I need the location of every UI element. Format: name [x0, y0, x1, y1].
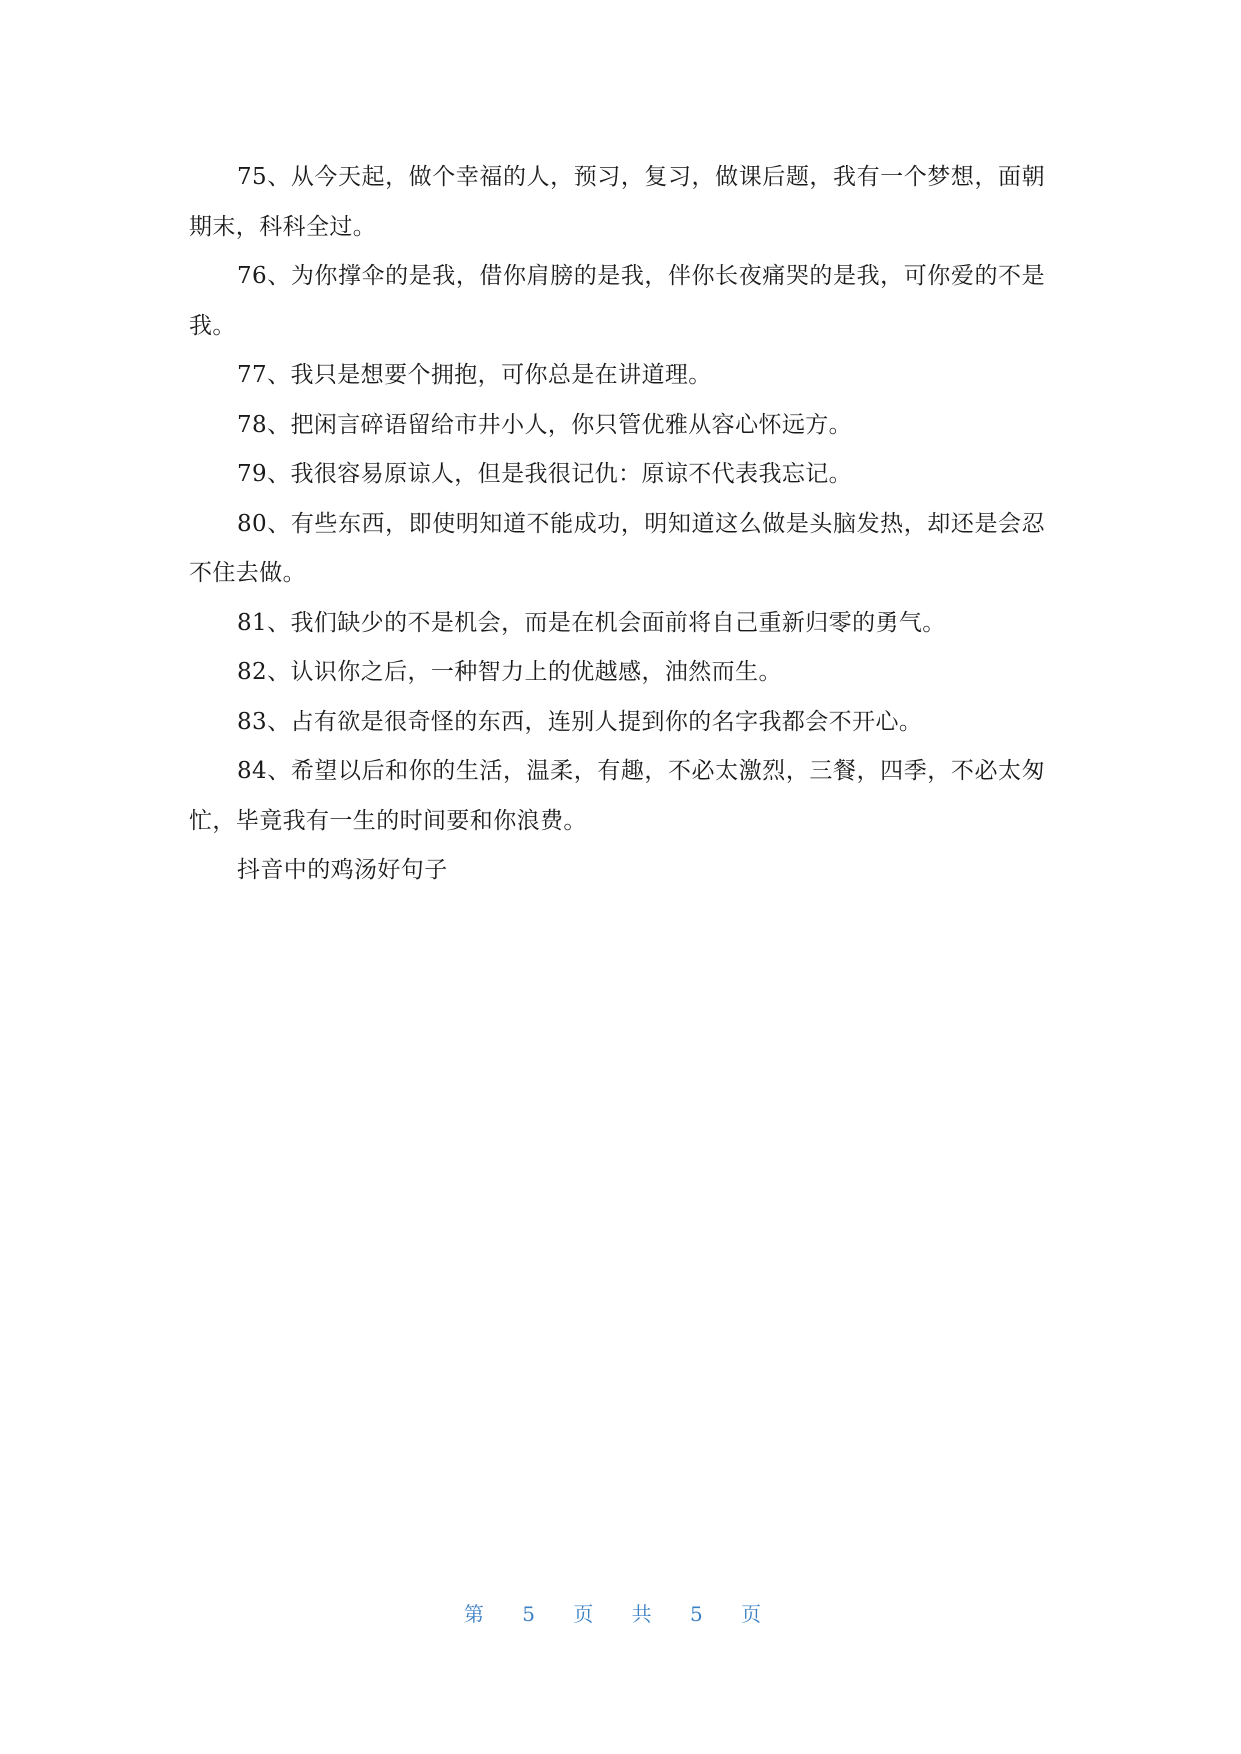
paragraph-75: 75、从今天起，做个幸福的人，预习，复习，做课后题，我有一个梦想，面朝期末，科科全过。	[189, 164, 1045, 240]
paragraph-80: 80、有些东西，即使明知道不能成功，明知道这么做是头脑发热，却还是会忍不住去做。	[189, 510, 1045, 586]
paragraph-76: 76、为你撑伞的是我，借你肩膀的是我，伴你长夜痛哭的是我，可你爱的不是我。	[189, 263, 1045, 339]
paragraph-81: 81、我们缺少的不是机会，而是在机会面前将自己重新归零的勇气。	[237, 609, 946, 636]
paragraph-82: 82、认识你之后，一种智力上的优越感，油然而生。	[237, 659, 782, 685]
paragraph-84: 84、希望以后和你的生活，温柔，有趣，不必太激烈，三餐，四季，不必太匆忙，毕竟我有一生的时间要和你浪费。	[189, 758, 1045, 834]
document-body	[189, 153, 1045, 896]
paragraph-77: 77、我只是想要个拥抱，可你总是在讲道理。	[237, 362, 712, 388]
paragraph-83: 83、占有欲是很奇怪的东西，连别人提到你的名字我都会不开心。	[237, 708, 923, 735]
paragraph-79: 79、我很容易原谅人，但是我很记仇：原谅不代表我忘记。	[237, 461, 853, 487]
section-heading: 抖音中的鸡汤好句子	[237, 857, 448, 883]
page-number-footer: 第 5 页 共 5 页	[463, 1602, 778, 1626]
paragraph-78: 78、把闲言碎语留给市井小人，你只管优雅从容心怀远方。	[237, 411, 853, 438]
